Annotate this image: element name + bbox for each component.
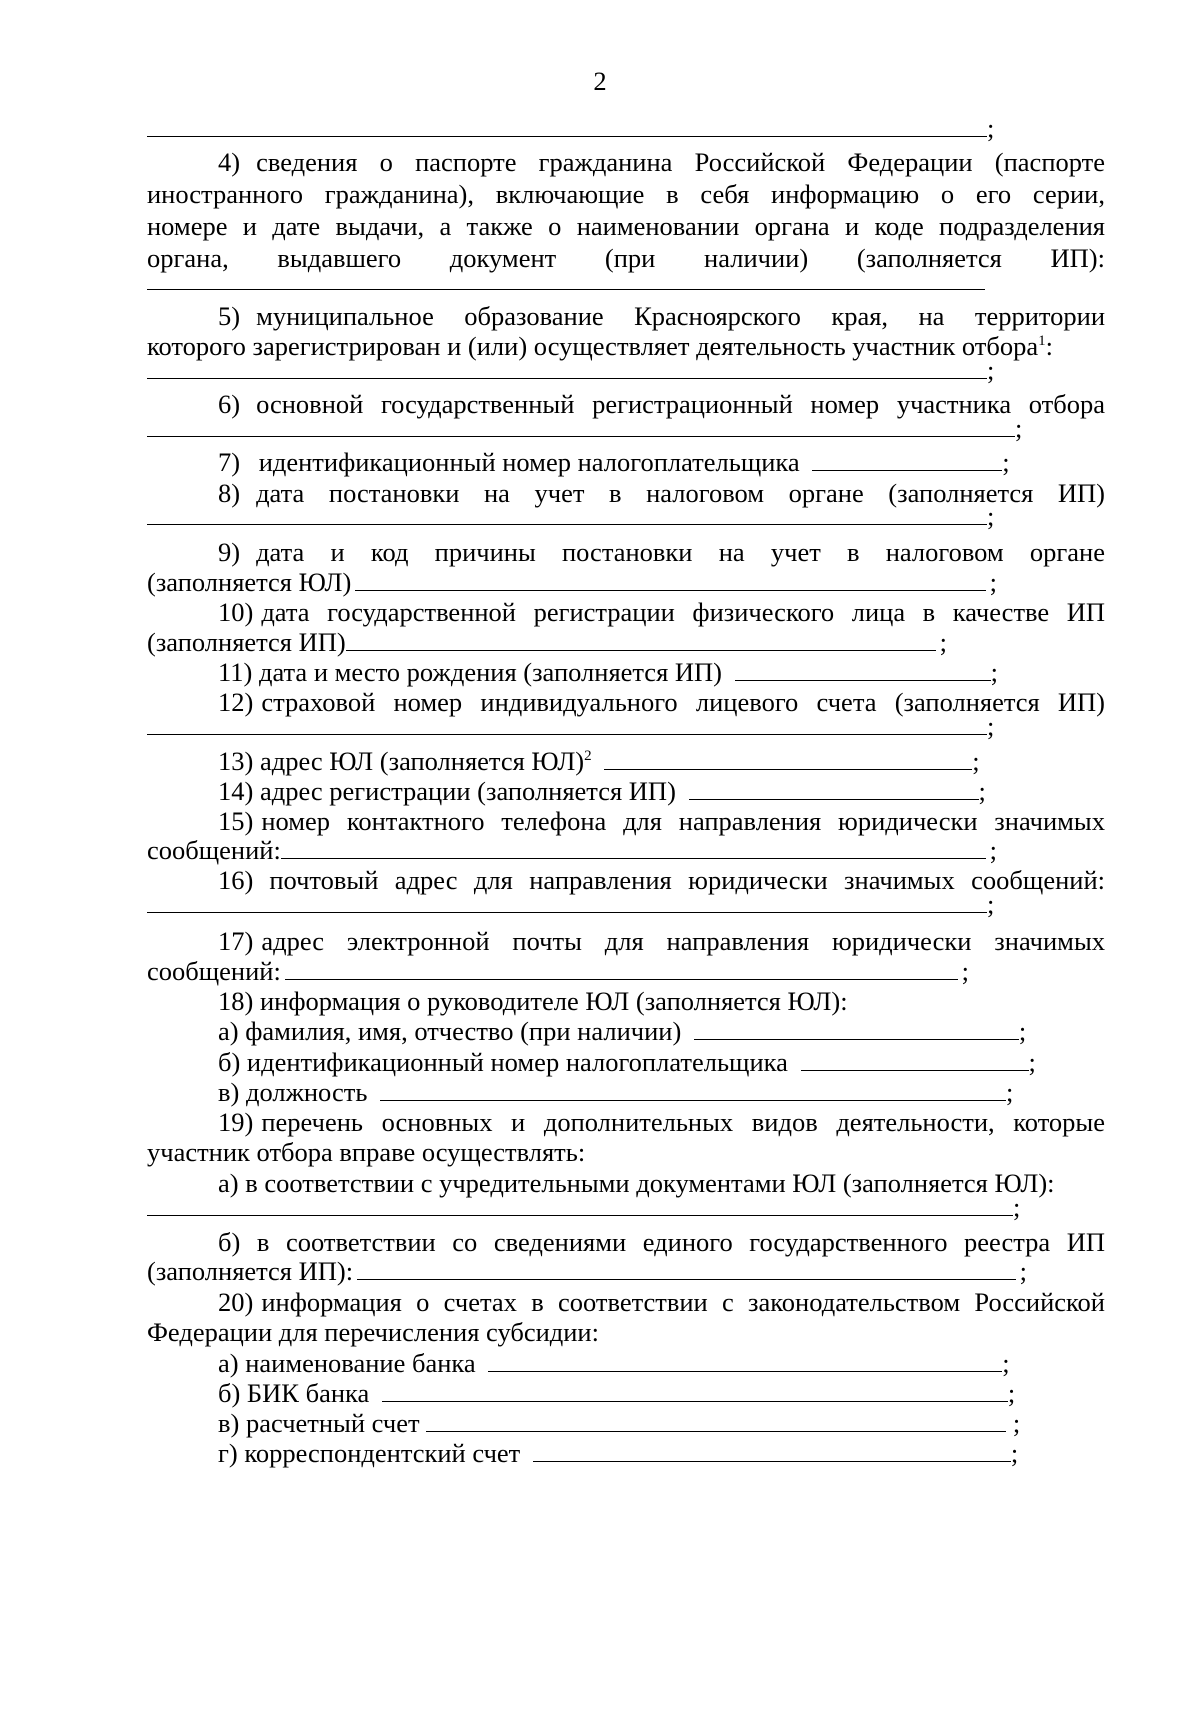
item-19-a-field: ; [147, 1191, 1105, 1223]
footnote-marker-1: 1 [1038, 333, 1046, 349]
fill-line [285, 955, 958, 980]
item-13: 13) адрес ЮЛ (заполняется ЮЛ)$^2$ ; [218, 746, 980, 776]
item-5-line-1: 5) муниципальное образование Красноярского края, на территории [218, 301, 1105, 331]
fill-line [355, 566, 985, 591]
item-10-line-1: 10) дата государственной регистрации физического лица в качестве ИП [218, 597, 1105, 627]
footnote-marker-2: 2 [584, 748, 592, 764]
item-19-line-2: участник отбора вправе осуществлять: [147, 1137, 586, 1167]
fill-line [801, 1046, 1029, 1071]
item-20-v: в) расчетный счет ; [218, 1408, 1021, 1438]
item-18-v: в) должность ; [218, 1077, 1014, 1107]
item-19-b-line-2: (заполняется ИП): ; [147, 1256, 1027, 1286]
fill-line [604, 745, 972, 770]
fill-line [488, 1347, 1002, 1372]
item-4-line-3: номере и дате выдачи, а также о наименовании органа и коде подразделения [147, 211, 1105, 241]
fill-line [735, 656, 991, 681]
item-17-line-2: сообщений: ; [147, 956, 969, 986]
item-6-field: ; [147, 412, 1105, 444]
item-20-a: а) наименование банка ; [218, 1348, 1010, 1378]
fill-line [380, 1076, 1006, 1101]
item-20-line-1: 20) информация о счетах в соответствии с законодательством Российской [218, 1287, 1105, 1317]
item-11: 11) дата и место рождения (заполняется ИП) ; [218, 657, 998, 687]
fill-line [346, 626, 936, 651]
item-6-line-1: 6) основной государственный регистрационный номер участника отбора [218, 389, 1105, 419]
fill-line [147, 888, 987, 913]
fill-line [147, 500, 987, 525]
item-19-line-1: 19) перечень основных и дополнительных видов деятельности, которые [218, 1107, 1105, 1137]
fill-line [426, 1407, 1006, 1432]
item-9-line-2: (заполняется ЮЛ) ; [147, 567, 997, 597]
item-4-line-1: 4) сведения о паспорте гражданина Российской Федерации (паспорте [218, 147, 1105, 177]
item-19-a: а) в соответствии с учредительными документами ЮЛ (заполняется ЮЛ): [218, 1168, 1055, 1198]
item-5-line-2: которого зарегистрирован и (или) осуществляет деятельность участник отбора$^1$: [147, 331, 1053, 361]
fill-line [147, 265, 985, 290]
item-19-b: б) в соответствии со сведениями единого государственного реестра ИП [218, 1227, 1105, 1257]
fill-line [694, 1015, 1019, 1040]
continuation-field: ; [147, 112, 1105, 144]
item-12-field: ; [147, 710, 1105, 742]
item-15-line-2: сообщений: ; [147, 835, 997, 865]
item-15-line-1: 15) номер контактного телефона для направления юридически значимых [218, 806, 1105, 836]
fill-line [281, 834, 986, 859]
fill-line [689, 775, 979, 800]
item-4-line-2: иностранного гражданина), включающие в себя информацию о его серии, [147, 179, 1105, 209]
item-12-line-1: 12) страховой номер индивидуального лицевого счета (заполняется ИП) [218, 687, 1105, 717]
item-18-line-1: 18) информация о руководителе ЮЛ (заполняется ЮЛ): [218, 986, 848, 1016]
item-8-field: ; [147, 500, 1105, 532]
item-16-line-1: 16) почтовый адрес для направления юридически значимых сообщений: [218, 865, 1105, 895]
item-9-line-1: 9) дата и код причины постановки на учет в налоговом органе [218, 537, 1105, 567]
item-4-field [147, 265, 1105, 297]
item-20-line-2: Федерации для перечисления субсидии: [147, 1317, 599, 1347]
fill-line [147, 112, 987, 137]
fill-line [812, 446, 1002, 471]
item-17-line-1: 17) адрес электронной почты для направления юридически значимых [218, 926, 1105, 956]
item-16-field: ; [147, 888, 1105, 920]
item-4-line-4: органа, выдавшего документ (при наличии) (заполняется ИП): [147, 243, 1105, 273]
fill-line [147, 1191, 1013, 1216]
fill-line [533, 1437, 1011, 1462]
item-18-b: б) идентификационный номер налогоплательщика ; [218, 1047, 1036, 1077]
item-18-a: а) фамилия, имя, отчество (при наличии) ; [218, 1016, 1027, 1046]
fill-line [357, 1255, 1016, 1280]
item-14: 14) адрес регистрации (заполняется ИП) ; [218, 776, 986, 806]
fill-line [147, 354, 987, 379]
item-20-g: г) корреспондентский счет ; [218, 1438, 1019, 1468]
item-20-b: б) БИК банка ; [218, 1378, 1016, 1408]
page-number: 2 [593, 66, 607, 96]
item-8-line-1: 8) дата постановки на учет в налоговом органе (заполняется ИП) [218, 478, 1105, 508]
item-5-field: ; [147, 354, 1105, 386]
fill-line [382, 1377, 1008, 1402]
item-7: 7) идентификационный номер налогоплательщика ; [218, 447, 1010, 477]
item-10-line-2: (заполняется ИП) ; [147, 627, 947, 657]
fill-line [147, 710, 987, 735]
fill-line [147, 412, 1015, 437]
